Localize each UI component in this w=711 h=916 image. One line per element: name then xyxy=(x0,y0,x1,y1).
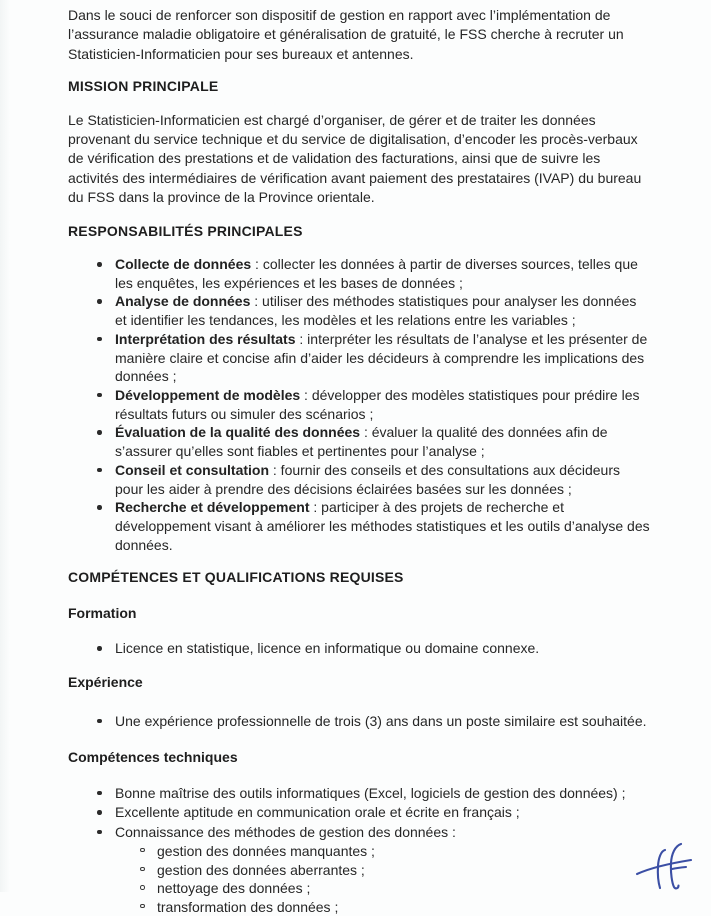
item-text: gestion des données manquantes ; xyxy=(157,842,375,859)
technical-skills-list xyxy=(68,784,651,842)
item-text: Une expérience professionnelle de trois (3) ans dans un poste similaire est souhaitée. xyxy=(115,712,647,729)
item-desc: : développer des modèles statistiques pour prédire les résultats futurs ou simuler des scénarios ; xyxy=(115,386,640,422)
item-term: Recherche et développement xyxy=(115,499,310,516)
item-term: Conseil et consultation xyxy=(115,461,270,478)
circle-bullet-icon xyxy=(140,885,145,890)
circle-bullet-icon xyxy=(140,904,145,909)
section-heading-mission: MISSION PRINCIPALE xyxy=(68,78,219,95)
sub-list-item xyxy=(68,879,651,898)
list-item xyxy=(68,386,651,423)
item-text: nettoyage des données ; xyxy=(157,880,311,897)
item-term: Collecte de données xyxy=(115,256,252,273)
item-desc: : participer à des projets de recherche et développement visant à améliorer les méthodes statistiques et les outils d’analyse des données. xyxy=(115,499,650,553)
bullet-icon xyxy=(97,393,102,398)
list-item xyxy=(68,461,651,498)
bullet-icon xyxy=(97,262,102,267)
bullet-icon xyxy=(97,468,102,473)
sub-list-item xyxy=(68,861,651,880)
bullet-icon xyxy=(97,830,102,835)
list-item xyxy=(68,255,651,292)
item-text: gestion des données aberrantes ; xyxy=(157,861,365,878)
bullet-icon xyxy=(97,337,102,342)
item-desc: : fournir des conseils et des consultations aux décideurs pour les aider à prendre des décisions éclairées basées sur les données ; xyxy=(115,461,620,497)
responsibilities-list xyxy=(68,255,651,554)
list-item xyxy=(68,823,651,842)
formation-list xyxy=(68,639,651,658)
circle-bullet-icon xyxy=(140,848,145,853)
item-desc: : interpréter les résultats de l’analyse et les présenter de manière claire et concise afin d’aider les décideurs à comprendre les implications des données ; xyxy=(115,330,648,385)
intro-paragraph: Dans le souci de renforcer son dispositif de gestion en rapport avec l’implémentation de l’assurance maladie obligatoire et généralisation de gratuité, le FSS cherche à recruter un Statisticien-Informaticien pour ses bureaux et antennes. xyxy=(68,7,624,62)
item-text: Bonne maîtrise des outils informatiques (Excel, logiciels de gestion des données) ; xyxy=(115,784,626,801)
section-heading-responsibilities: RESPONSABILITÉS PRINCIPALES xyxy=(68,222,303,239)
list-item xyxy=(68,639,651,658)
item-desc: : collecter les données à partir de diverses sources, telles que les enquêtes, les expériences et les bases de données ; xyxy=(115,256,638,291)
mission-paragraph: Le Statisticien-Informaticien est chargé d’organiser, de gérer et de traiter les données provenant du service technique et du service de digitalisation, d’encoder les procès-verbaux de vérification des prestations et de validation des facturations, ainsi que de suivre les activités des intermédiaires de vérification avant paiement des prestataires (IVAP) du bureau du FSS dans la province de la Province orientale. xyxy=(68,111,642,206)
sub-list-item xyxy=(68,842,651,861)
subsection-heading-experience: Expérience xyxy=(68,673,143,690)
subsection-heading-technical-skills: Compétences techniques xyxy=(68,749,238,766)
item-text: Excellente aptitude en communication orale et écrite en français ; xyxy=(115,804,520,821)
experience-list xyxy=(68,712,651,731)
item-text: Connaissance des méthodes de gestion des données : xyxy=(115,823,456,840)
bullet-icon xyxy=(97,430,102,435)
list-item xyxy=(68,423,651,460)
item-term: Évaluation de la qualité des données xyxy=(115,424,361,441)
list-item xyxy=(68,498,651,554)
section-heading-qualifications: COMPÉTENCES ET QUALIFICATIONS REQUISES xyxy=(68,569,404,586)
item-term: Développement de modèles xyxy=(115,386,301,403)
list-item xyxy=(68,292,651,329)
bullet-icon xyxy=(97,505,102,510)
list-item xyxy=(68,712,651,731)
sub-list-item xyxy=(68,898,651,916)
list-item xyxy=(68,330,651,386)
list-item xyxy=(68,803,651,822)
item-text: Licence en statistique, licence en informatique ou domaine connexe. xyxy=(115,640,540,657)
bullet-icon xyxy=(97,791,102,796)
subsection-heading-formation: Formation xyxy=(68,604,137,621)
bullet-icon xyxy=(97,299,102,304)
item-text: transformation des données ; xyxy=(157,898,339,915)
circle-bullet-icon xyxy=(140,867,145,872)
data-management-sublist xyxy=(68,842,651,916)
item-desc: : évaluer la qualité des données afin de s’assurer qu’elles sont fiables et pertinentes pour l’analyse ; xyxy=(115,424,608,460)
handwritten-initials-signature xyxy=(634,838,696,892)
bullet-icon xyxy=(97,719,102,724)
list-item xyxy=(68,784,651,803)
item-desc: : utiliser des méthodes statistiques pour analyser les données et identifier les tendances, les modèles et les relations entre les variables ; xyxy=(115,293,637,329)
item-term: Interprétation des résultats xyxy=(115,330,296,347)
item-term: Analyse de données xyxy=(115,293,251,310)
bullet-icon xyxy=(97,646,102,651)
bullet-icon xyxy=(97,810,102,815)
